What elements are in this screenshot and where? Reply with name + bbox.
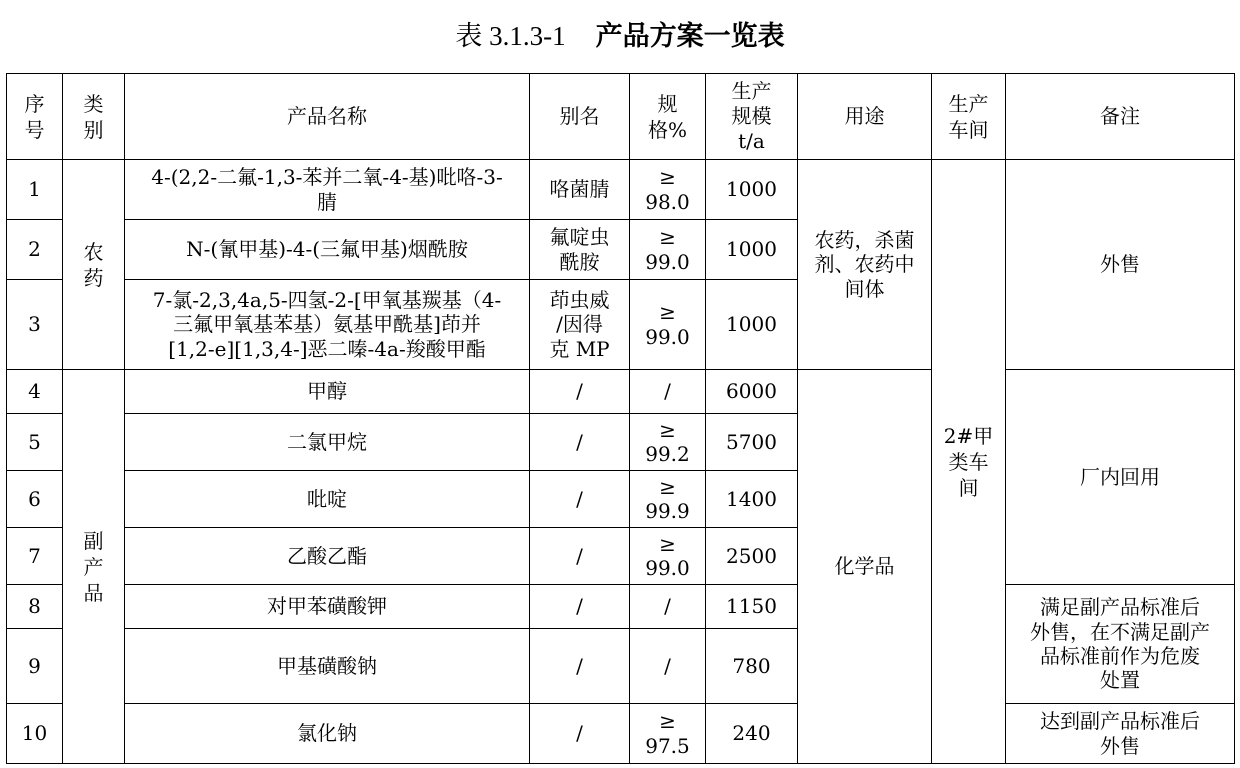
cell-scale: 1150 xyxy=(706,585,798,629)
cell-name: 氯化钠 xyxy=(125,704,530,764)
cell-scale: 780 xyxy=(706,629,798,704)
remark-sale: 外售 xyxy=(1006,160,1235,370)
remark-standard-sale: 达到副产品标准后 外售 xyxy=(1006,704,1235,764)
cell-seq: 7 xyxy=(7,528,63,585)
cell-scale: 1000 xyxy=(706,160,798,220)
table-title-number: 表 3.1.3-1 xyxy=(455,21,566,51)
header-category: 类 别 xyxy=(63,74,125,160)
cell-alias: 咯菌腈 xyxy=(530,160,630,220)
header-use: 用途 xyxy=(798,74,932,160)
table-title xyxy=(0,14,1240,53)
cell-spec: ≥ 99.9 xyxy=(630,471,706,528)
remark-reuse: 厂内回用 xyxy=(1006,370,1235,585)
cell-scale: 1000 xyxy=(706,280,798,370)
cell-seq: 4 xyxy=(7,370,63,414)
cell-alias: 氟啶虫 酰胺 xyxy=(530,220,630,280)
use-pesticide: 农药，杀菌 剂、农药中 间体 xyxy=(798,160,932,370)
cell-alias: / xyxy=(530,528,630,585)
header-alias: 别名 xyxy=(530,74,630,160)
table-row xyxy=(7,160,1235,220)
cell-seq: 5 xyxy=(7,414,63,471)
cell-name: 4-(2,2-二氟-1,3-苯并二氧-4-基)吡咯-3- 腈 xyxy=(125,160,530,220)
cell-seq: 10 xyxy=(7,704,63,764)
cell-spec: ≥ 99.0 xyxy=(630,220,706,280)
workshop-cell: 2#甲 类车 间 xyxy=(932,160,1006,764)
cell-name: 二氯甲烷 xyxy=(125,414,530,471)
cell-spec: ≥ 99.0 xyxy=(630,528,706,585)
header-remark: 备注 xyxy=(1006,74,1235,160)
header-spec: 规 格% xyxy=(630,74,706,160)
cell-scale: 6000 xyxy=(706,370,798,414)
cell-spec: ≥ 99.0 xyxy=(630,280,706,370)
cell-spec: / xyxy=(630,629,706,704)
cell-seq: 3 xyxy=(7,280,63,370)
category-pesticide: 农 药 xyxy=(63,160,125,370)
cell-spec: ≥ 97.5 xyxy=(630,704,706,764)
remark-conditional: 满足副产品标准后 外售，在不满足副产 品标准前作为危废 处置 xyxy=(1006,585,1235,704)
cell-scale: 240 xyxy=(706,704,798,764)
cell-name: 乙酸乙酯 xyxy=(125,528,530,585)
cell-alias: / xyxy=(530,414,630,471)
cell-scale: 5700 xyxy=(706,414,798,471)
header-workshop: 生产 车间 xyxy=(932,74,1006,160)
cell-spec: / xyxy=(630,370,706,414)
table-row xyxy=(7,704,1235,764)
cell-spec: ≥ 98.0 xyxy=(630,160,706,220)
cell-seq: 9 xyxy=(7,629,63,704)
header-scale: 生产 规模 t/a xyxy=(706,74,798,160)
cell-alias: / xyxy=(530,704,630,764)
cell-name: 7-氯-2,3,4a,5-四氢-2-[甲氧基羰基（4- 三氟甲氧基苯基）氨基甲酰基]茚并 [1,2-e][1,3,4-]恶二嗪-4a-羧酸甲酯 xyxy=(125,280,530,370)
table-row xyxy=(7,585,1235,629)
cell-seq: 2 xyxy=(7,220,63,280)
table-row xyxy=(7,370,1235,414)
cell-alias: 茚虫威 /因得 克 MP xyxy=(530,280,630,370)
header-row xyxy=(7,74,1235,160)
product-plan-table xyxy=(6,73,1235,764)
cell-spec: / xyxy=(630,585,706,629)
cell-alias: / xyxy=(530,629,630,704)
use-byproduct: 化学品 xyxy=(798,370,932,764)
cell-scale: 1000 xyxy=(706,220,798,280)
cell-spec: ≥ 99.2 xyxy=(630,414,706,471)
cell-alias: / xyxy=(530,370,630,414)
header-seq: 序 号 xyxy=(7,74,63,160)
cell-alias: / xyxy=(530,585,630,629)
header-name: 产品名称 xyxy=(125,74,530,160)
cell-seq: 6 xyxy=(7,471,63,528)
cell-scale: 2500 xyxy=(706,528,798,585)
cell-seq: 1 xyxy=(7,160,63,220)
cell-name: 甲醇 xyxy=(125,370,530,414)
cell-alias: / xyxy=(530,471,630,528)
cell-name: 吡啶 xyxy=(125,471,530,528)
cell-seq: 8 xyxy=(7,585,63,629)
cell-scale: 1400 xyxy=(706,471,798,528)
cell-name: N-(氰甲基)-4-(三氟甲基)烟酰胺 xyxy=(125,220,530,280)
cell-name: 甲基磺酸钠 xyxy=(125,629,530,704)
table-title-text: 产品方案一览表 xyxy=(595,21,785,52)
category-byproduct: 副 产 品 xyxy=(63,370,125,764)
cell-name: 对甲苯磺酸钾 xyxy=(125,585,530,629)
